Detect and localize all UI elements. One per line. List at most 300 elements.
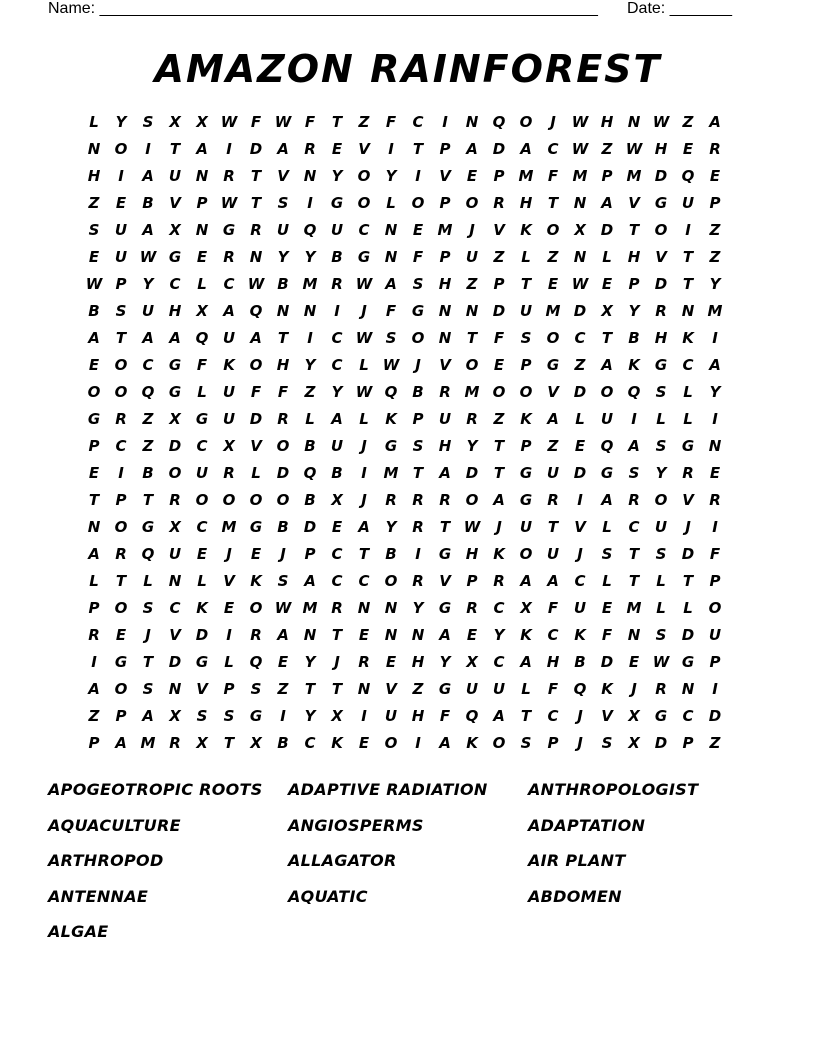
- grid-letter: G: [357, 248, 371, 266]
- grid-letter: K: [223, 356, 235, 374]
- grid-letter: E: [547, 275, 559, 293]
- grid-letter: U: [465, 680, 479, 698]
- grid-letter: Q: [303, 464, 317, 482]
- grid-letter: A: [223, 302, 235, 320]
- grid-letter: O: [465, 356, 479, 374]
- grid-letter: T: [331, 626, 343, 644]
- grid-letter: O: [654, 491, 668, 509]
- grid-letter: V: [223, 572, 235, 590]
- grid-letter: T: [412, 140, 424, 158]
- grid-letter: W: [355, 383, 373, 401]
- grid-letter: D: [573, 302, 587, 320]
- grid-letter: O: [384, 734, 398, 752]
- grid-letter: D: [492, 140, 506, 158]
- grid-letter: J: [361, 437, 367, 455]
- word-bank-item: AIR PLANT: [528, 851, 626, 870]
- grid-letter: R: [412, 572, 424, 590]
- grid-letter: Y: [709, 275, 721, 293]
- word-bank-item: ARTHROPOD: [48, 851, 164, 870]
- grid-letter: S: [88, 221, 100, 239]
- grid-letter: Z: [277, 680, 289, 698]
- grid-letter: L: [251, 464, 261, 482]
- grid-letter: R: [250, 626, 262, 644]
- grid-letter: P: [88, 599, 100, 617]
- grid-letter: M: [572, 167, 588, 185]
- grid-letter: E: [358, 734, 370, 752]
- grid-letter: Q: [384, 383, 398, 401]
- grid-letter: Q: [249, 302, 263, 320]
- grid-letter: X: [574, 221, 586, 239]
- grid-letter: C: [682, 707, 694, 725]
- grid-letter: N: [384, 221, 398, 239]
- grid-letter: N: [357, 599, 371, 617]
- grid-letter: V: [655, 248, 667, 266]
- grid-letter: G: [249, 518, 263, 536]
- grid-letter: C: [412, 113, 424, 131]
- grid-letter: S: [277, 194, 289, 212]
- grid-letter: Y: [331, 167, 343, 185]
- grid-letter: J: [577, 707, 583, 725]
- grid-letter: T: [358, 545, 370, 563]
- grid-letter: S: [655, 545, 667, 563]
- grid-letter: K: [493, 545, 505, 563]
- grid-letter: A: [493, 491, 505, 509]
- grid-letter: K: [628, 356, 640, 374]
- grid-letter: N: [195, 167, 209, 185]
- grid-letter: A: [439, 626, 451, 644]
- grid-letter: X: [331, 707, 343, 725]
- grid-letter: W: [355, 275, 373, 293]
- grid-letter: M: [221, 518, 237, 536]
- grid-letter: Y: [385, 167, 397, 185]
- grid-letter: P: [601, 167, 613, 185]
- grid-letter: I: [577, 491, 583, 509]
- grid-letter: H: [627, 248, 641, 266]
- grid-letter: O: [546, 221, 560, 239]
- grid-letter: Q: [627, 383, 641, 401]
- grid-letter: S: [601, 734, 613, 752]
- grid-letter: G: [384, 437, 398, 455]
- grid-letter: T: [547, 518, 559, 536]
- grid-letter: P: [682, 734, 694, 752]
- grid-letter: N: [681, 680, 695, 698]
- grid-letter: C: [547, 626, 559, 644]
- grid-letter: S: [655, 383, 667, 401]
- grid-letter: O: [519, 113, 533, 131]
- grid-letter: L: [224, 653, 234, 671]
- grid-letter: V: [439, 356, 451, 374]
- grid-letter: J: [631, 680, 637, 698]
- grid-letter: N: [357, 680, 371, 698]
- grid-letter: G: [546, 356, 560, 374]
- grid-letter: I: [226, 140, 232, 158]
- grid-letter: E: [115, 194, 127, 212]
- grid-letter: N: [411, 626, 425, 644]
- grid-letter: L: [197, 383, 207, 401]
- grid-letter: B: [331, 248, 343, 266]
- grid-letter: K: [520, 626, 532, 644]
- grid-letter: E: [196, 545, 208, 563]
- grid-letter: Y: [709, 383, 721, 401]
- grid-letter: A: [115, 734, 127, 752]
- grid-letter: N: [276, 302, 290, 320]
- grid-letter: R: [655, 302, 667, 320]
- grid-letter: R: [412, 518, 424, 536]
- word-bank: [48, 778, 768, 958]
- grid-letter: G: [141, 518, 155, 536]
- grid-letter: Z: [358, 113, 370, 131]
- grid-letter: O: [519, 383, 533, 401]
- grid-letter: V: [601, 707, 613, 725]
- grid-letter: T: [601, 329, 613, 347]
- grid-letter: J: [496, 518, 502, 536]
- grid-letter: U: [141, 302, 155, 320]
- grid-letter: D: [249, 410, 263, 428]
- grid-letter: E: [88, 464, 100, 482]
- grid-letter: Z: [412, 680, 424, 698]
- word-bank-item: ANTHROPOLOGIST: [528, 780, 699, 799]
- grid-letter: S: [142, 599, 154, 617]
- grid-letter: G: [519, 491, 533, 509]
- grid-letter: F: [709, 545, 721, 563]
- word-bank-item: AQUACULTURE: [48, 815, 181, 835]
- grid-letter: B: [277, 518, 289, 536]
- grid-letter: D: [276, 464, 290, 482]
- grid-letter: T: [682, 572, 694, 590]
- grid-letter: I: [712, 329, 718, 347]
- grid-letter: U: [573, 599, 587, 617]
- grid-letter: B: [385, 545, 397, 563]
- grid-letter: W: [220, 113, 238, 131]
- grid-letter: L: [305, 410, 315, 428]
- date-line: Date: _______: [627, 0, 732, 17]
- grid-letter: E: [709, 464, 721, 482]
- grid-letter: N: [303, 302, 317, 320]
- grid-letter: P: [115, 491, 127, 509]
- grid-letter: M: [518, 167, 534, 185]
- grid-letter: E: [412, 221, 424, 239]
- grid-letter: A: [358, 518, 370, 536]
- grid-letter: E: [223, 599, 235, 617]
- grid-letter: A: [88, 329, 100, 347]
- grid-letter: Y: [304, 707, 316, 725]
- grid-letter: X: [196, 113, 208, 131]
- grid-letter: H: [438, 437, 452, 455]
- grid-letter: T: [169, 140, 181, 158]
- grid-letter: J: [415, 356, 421, 374]
- grid-letter: E: [277, 653, 289, 671]
- grid-letter: W: [139, 248, 157, 266]
- grid-letter: Z: [682, 113, 694, 131]
- grid-letter: A: [304, 572, 316, 590]
- grid-letter: U: [330, 221, 344, 239]
- grid-letter: P: [520, 356, 532, 374]
- grid-letter: B: [331, 464, 343, 482]
- grid-letter: P: [196, 194, 208, 212]
- grid-letter: Z: [709, 734, 721, 752]
- grid-letter: V: [628, 194, 640, 212]
- grid-letter: M: [464, 383, 480, 401]
- grid-letter: C: [331, 356, 343, 374]
- grid-letter: T: [628, 545, 640, 563]
- grid-letter: H: [546, 653, 560, 671]
- grid-letter: S: [520, 734, 532, 752]
- grid-letter: E: [493, 356, 505, 374]
- grid-letter: Y: [655, 464, 667, 482]
- grid-letter: N: [438, 329, 452, 347]
- grid-letter: H: [438, 275, 452, 293]
- grid-letter: P: [115, 275, 127, 293]
- grid-letter: Q: [492, 113, 506, 131]
- grid-letter: E: [196, 248, 208, 266]
- grid-letter: N: [303, 167, 317, 185]
- grid-letter: A: [547, 572, 559, 590]
- grid-letter: B: [304, 491, 316, 509]
- grid-letter: O: [195, 491, 209, 509]
- grid-letter: T: [304, 680, 316, 698]
- grid-letter: O: [357, 167, 371, 185]
- grid-letter: X: [223, 437, 235, 455]
- grid-letter: Q: [681, 167, 695, 185]
- grid-letter: F: [304, 113, 316, 131]
- grid-letter: R: [277, 410, 289, 428]
- grid-letter: Z: [88, 194, 100, 212]
- grid-letter: V: [358, 140, 370, 158]
- grid-letter: S: [655, 437, 667, 455]
- grid-letter: L: [602, 248, 612, 266]
- grid-letter: I: [118, 464, 124, 482]
- word-bank-item: AQUATIC: [288, 886, 368, 906]
- grid-letter: T: [223, 734, 235, 752]
- grid-letter: D: [195, 626, 209, 644]
- grid-letter: O: [492, 383, 506, 401]
- grid-letter: P: [709, 194, 721, 212]
- grid-letter: O: [114, 599, 128, 617]
- grid-letter: G: [195, 653, 209, 671]
- grid-letter: V: [574, 518, 586, 536]
- grid-letter: O: [492, 734, 506, 752]
- grid-letter: V: [682, 491, 694, 509]
- grid-letter: C: [142, 356, 154, 374]
- grid-letter: B: [142, 464, 154, 482]
- grid-letter: U: [519, 302, 533, 320]
- grid-letter: W: [652, 113, 670, 131]
- grid-letter: U: [438, 410, 452, 428]
- grid-letter: T: [250, 167, 262, 185]
- grid-letter: A: [601, 491, 613, 509]
- grid-letter: O: [114, 518, 128, 536]
- grid-letter: F: [439, 707, 451, 725]
- grid-letter: R: [88, 626, 100, 644]
- grid-letter: G: [249, 707, 263, 725]
- grid-letter: T: [493, 437, 505, 455]
- grid-letter: A: [466, 140, 478, 158]
- grid-letter: C: [547, 140, 559, 158]
- grid-letter: Y: [412, 599, 424, 617]
- grid-letter: A: [142, 221, 154, 239]
- word-bank-item: ABDOMEN: [528, 886, 622, 906]
- grid-letter: A: [250, 329, 262, 347]
- grid-letter: M: [302, 599, 318, 617]
- grid-letter: A: [709, 113, 721, 131]
- grid-letter: T: [142, 653, 154, 671]
- grid-letter: C: [223, 275, 235, 293]
- grid-letter: S: [628, 464, 640, 482]
- grid-letter: F: [601, 626, 613, 644]
- grid-letter: P: [493, 275, 505, 293]
- grid-letter: T: [628, 572, 640, 590]
- grid-letter: Y: [493, 626, 505, 644]
- grid-letter: D: [654, 167, 668, 185]
- grid-letter: J: [577, 734, 583, 752]
- grid-letter: L: [683, 383, 693, 401]
- grid-letter: L: [359, 356, 369, 374]
- grid-letter: R: [223, 464, 235, 482]
- grid-letter: Z: [709, 221, 721, 239]
- grid-letter: V: [250, 437, 262, 455]
- grid-letter: K: [574, 626, 586, 644]
- grid-letter: T: [88, 491, 100, 509]
- grid-letter: A: [169, 329, 181, 347]
- grid-letter: L: [521, 680, 531, 698]
- grid-letter: E: [574, 437, 586, 455]
- grid-letter: E: [88, 356, 100, 374]
- grid-letter: U: [114, 221, 128, 239]
- grid-letter: Q: [141, 383, 155, 401]
- grid-letter: I: [361, 707, 367, 725]
- grid-letter: Y: [385, 518, 397, 536]
- grid-letter: T: [142, 491, 154, 509]
- grid-letter: C: [196, 518, 208, 536]
- grid-letter: T: [520, 707, 532, 725]
- grid-letter: I: [334, 302, 340, 320]
- grid-letter: O: [249, 356, 263, 374]
- grid-letter: T: [250, 194, 262, 212]
- grid-letter: S: [412, 437, 424, 455]
- grid-letter: M: [140, 734, 156, 752]
- grid-letter: U: [114, 248, 128, 266]
- grid-letter: R: [412, 491, 424, 509]
- grid-letter: H: [519, 194, 533, 212]
- grid-letter: Q: [303, 221, 317, 239]
- grid-letter: S: [601, 545, 613, 563]
- grid-letter: U: [681, 194, 695, 212]
- grid-letter: X: [520, 599, 532, 617]
- grid-letter: O: [276, 491, 290, 509]
- grid-letter: K: [520, 221, 532, 239]
- grid-letter: I: [442, 113, 448, 131]
- grid-letter: X: [196, 734, 208, 752]
- grid-letter: I: [685, 221, 691, 239]
- grid-letter: K: [466, 734, 478, 752]
- grid-letter: U: [465, 248, 479, 266]
- grid-letter: D: [492, 302, 506, 320]
- grid-letter: S: [520, 329, 532, 347]
- grid-letter: M: [383, 464, 399, 482]
- grid-letter: W: [382, 356, 400, 374]
- grid-letter: T: [493, 464, 505, 482]
- grid-letter: T: [331, 113, 343, 131]
- grid-letter: Z: [547, 437, 559, 455]
- grid-letter: N: [87, 140, 101, 158]
- grid-letter: W: [355, 329, 373, 347]
- grid-letter: H: [411, 653, 425, 671]
- grid-letter: W: [274, 599, 292, 617]
- grid-letter: F: [547, 599, 559, 617]
- grid-letter: Z: [88, 707, 100, 725]
- grid-letter: J: [280, 545, 286, 563]
- grid-letter: O: [87, 383, 101, 401]
- grid-letter: P: [439, 140, 451, 158]
- grid-letter: O: [546, 329, 560, 347]
- grid-letter: G: [168, 356, 182, 374]
- grid-letter: D: [654, 734, 668, 752]
- grid-letter: I: [388, 140, 394, 158]
- grid-letter: C: [331, 545, 343, 563]
- grid-letter: R: [709, 140, 721, 158]
- grid-letter: G: [519, 464, 533, 482]
- grid-letter: I: [415, 167, 421, 185]
- word-bank-item: ADAPTIVE RADIATION: [288, 780, 488, 799]
- puzzle-title: AMAZON RAINFOREST: [154, 47, 662, 91]
- grid-letter: B: [277, 734, 289, 752]
- grid-letter: K: [331, 734, 343, 752]
- grid-letter: M: [302, 275, 318, 293]
- grid-letter: E: [601, 275, 613, 293]
- grid-letter: G: [654, 194, 668, 212]
- grid-letter: I: [91, 653, 97, 671]
- grid-letter: V: [169, 194, 181, 212]
- grid-letter: M: [707, 302, 723, 320]
- grid-letter: Z: [547, 248, 559, 266]
- grid-letter: Y: [331, 383, 343, 401]
- grid-letter: K: [385, 410, 397, 428]
- grid-letter: O: [114, 356, 128, 374]
- word-bank-item: ADAPTATION: [528, 815, 646, 835]
- grid-letter: X: [169, 707, 181, 725]
- word-bank-item: ALGAE: [48, 922, 109, 941]
- grid-letter: X: [196, 302, 208, 320]
- grid-letter: O: [411, 329, 425, 347]
- grid-letter: B: [574, 653, 586, 671]
- grid-letter: V: [385, 680, 397, 698]
- grid-letter: R: [304, 140, 316, 158]
- grid-letter: I: [280, 707, 286, 725]
- grid-letter: U: [276, 221, 290, 239]
- grid-letter: R: [628, 491, 640, 509]
- grid-letter: A: [142, 167, 154, 185]
- grid-letter: S: [115, 302, 127, 320]
- grid-letter: F: [547, 167, 559, 185]
- grid-letter: I: [118, 167, 124, 185]
- grid-letter: A: [277, 140, 289, 158]
- grid-letter: W: [571, 140, 589, 158]
- grid-letter: L: [602, 518, 612, 536]
- grid-letter: A: [439, 734, 451, 752]
- grid-letter: G: [168, 383, 182, 401]
- grid-letter: U: [519, 518, 533, 536]
- grid-letter: G: [330, 194, 344, 212]
- grid-letter: C: [682, 356, 694, 374]
- grid-letter: N: [627, 626, 641, 644]
- grid-letter: J: [145, 626, 151, 644]
- grid-letter: Q: [600, 437, 614, 455]
- grid-letter: O: [465, 491, 479, 509]
- grid-letter: U: [600, 410, 614, 428]
- grid-letter: Z: [142, 437, 154, 455]
- grid-letter: E: [709, 167, 721, 185]
- grid-letter: Z: [142, 410, 154, 428]
